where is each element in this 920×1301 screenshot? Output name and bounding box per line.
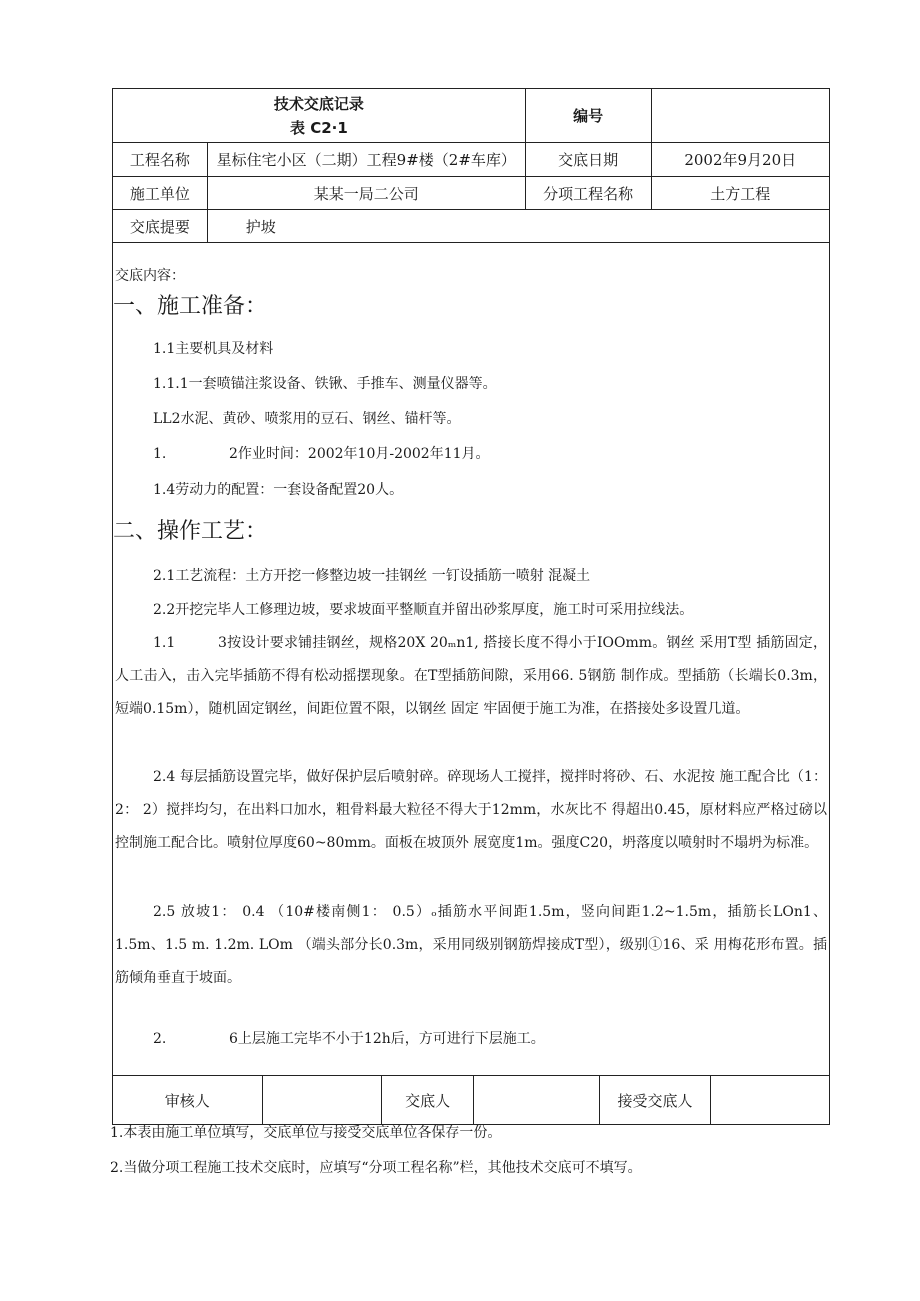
s1-line-1: 1.1主要机具及材料 xyxy=(153,341,274,357)
form-header-table xyxy=(112,88,830,243)
title-row xyxy=(113,89,829,143)
discloser-field[interactable] xyxy=(474,1076,600,1124)
s2-paragraph-4: 2.4 每层插筋设置完毕，做好保护层后喷射碎。碎现场人工搅拌，搅拌时将砂、石、水泥按 施工配合比（1： 2： 2）搅拌均匀，在出料口加水，粗骨料最大粒径不得大于12mm，水灰比不 得超出0.45，原材料应严格过磅以控制施工配合比。喷射位厚度60~80mm。面板在坡顶外 展宽度1m。强度C20，坍落度以喷射时不塌坍为标准。 xyxy=(115,769,827,851)
summary-field[interactable]: 护坡 xyxy=(245,217,276,236)
receiver-field[interactable] xyxy=(711,1076,829,1124)
title-cell xyxy=(113,89,526,142)
disclosure-content xyxy=(112,243,830,1076)
s2-line-6-text: 6上层施工完毕不小于12h后，方可进行下层施工。 xyxy=(229,1031,545,1047)
subitem-label: 分项工程名称 xyxy=(526,177,652,209)
content-intro: 交底内容： xyxy=(115,268,185,284)
s2-line-2: 2.2开挖完毕人工修理边坡，要求坡面平整顺直并留出砂浆厚度，施工时可采用拉线法。 xyxy=(153,602,694,618)
project-label: 工程名称 xyxy=(113,143,208,176)
number-field[interactable] xyxy=(652,89,830,142)
unit-label: 施工单位 xyxy=(113,177,208,209)
s2-line-6-number: 2. xyxy=(153,1031,167,1047)
unit-row xyxy=(113,177,829,210)
signature-row xyxy=(112,1076,830,1125)
project-field[interactable]: 星标住宅小区（二期）工程9#楼（2#车库） xyxy=(208,143,526,176)
s2-paragraph-5: 2.5 放坡1： 0.4 （10#楼南侧1： 0.5）ₒ插筋水平间距1.5m，竖向间距1.2~1.5m，插筋长LOn1、 1.5m、1.5 m. 1.2m. LOm （端头部分长0.3m，采用同级别钢筋焊接成T型），级别①16、采 用梅花形布置。插筋倾角垂直于坡面。 xyxy=(115,904,827,986)
date-label: 交底日期 xyxy=(526,143,652,176)
s1-line-2: 1.1.1一套喷锚注浆设备、铁锹、手推车、测量仪器等。 xyxy=(153,376,497,392)
unit-field[interactable]: 某某一局二公司 xyxy=(208,177,526,209)
form-code: 表 C2·1 xyxy=(290,118,348,137)
project-row xyxy=(113,143,829,177)
s1-line-4-number: 1. xyxy=(153,446,167,462)
number-label: 编号 xyxy=(526,89,652,142)
date-field[interactable]: 2002年9月20日 xyxy=(684,151,797,169)
s2-paragraph-3: 1.1 3按设计要求铺挂钢丝，规格20X 20ₘn1, 搭接长度不得小于IOOmm。钢丝 采用T型 插筋固定，人工击入，击入完毕插筋不得有松动摇摆现象。在T型插筋间隙，采用66. 5钢筋 制作成。型插筋（长端长0.3m，短端0.15m），随机固定钢丝，间距位置不限，以钢丝 固定 牢固便于施工为准，在搭接处多设置几道。 xyxy=(115,635,827,717)
discloser-label: 交底人 xyxy=(382,1076,474,1124)
note-1: 1.本表由施工单位填写，交底单位与接受交底单位各保存一份。 xyxy=(110,1125,502,1141)
note-2: 2.当做分项工程施工技术交底时，应填写“分项工程名称”栏，其他技术交底可不填写。 xyxy=(110,1160,642,1176)
technical-disclosure-form xyxy=(112,88,830,1125)
reviewer-label: 审核人 xyxy=(113,1076,263,1124)
summary-row xyxy=(113,210,829,243)
subitem-field[interactable]: 土方工程 xyxy=(710,184,771,203)
receiver-label: 接受交底人 xyxy=(600,1076,712,1124)
s1-line-3: LL2水泥、黄砂、喷浆用的豆石、钢丝、锚杆等。 xyxy=(153,411,461,427)
s2-line-1: 2.1工艺流程：土方开挖一修整边坡一挂钢丝 一钉设插筋一喷射 混凝土 xyxy=(153,568,591,584)
reviewer-field[interactable] xyxy=(263,1076,383,1124)
s1-line-4-text: 2作业时间：2002年10月-2002年11月。 xyxy=(229,446,490,462)
form-title: 技术交底记录 xyxy=(273,94,364,113)
section-2-title: 二、操作工艺： xyxy=(113,519,268,544)
summary-label: 交底提要 xyxy=(113,210,208,242)
section-1-title-text: 一、施工准备： xyxy=(113,294,268,319)
s1-line-5: 1.4劳动力的配置：一套设备配置20人。 xyxy=(153,482,404,498)
